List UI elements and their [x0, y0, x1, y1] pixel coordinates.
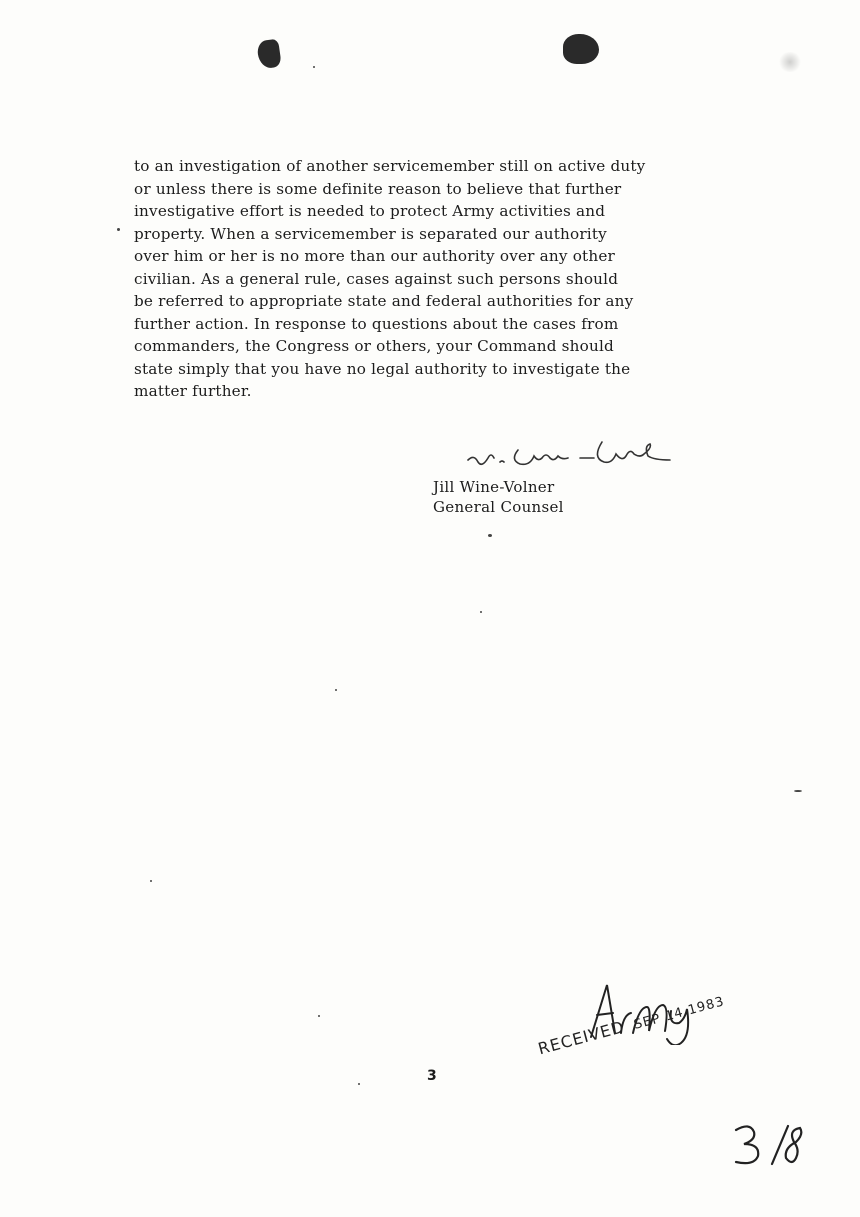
body-line: over him or her is no more than our authority over any other — [134, 247, 615, 265]
scan-speck — [313, 66, 315, 68]
page-number: 3 — [427, 1068, 437, 1084]
punch-hole-left — [256, 39, 282, 70]
body-line: civilian. As a general rule, cases against such persons should — [134, 269, 619, 288]
scan-speck — [150, 880, 152, 882]
body-line: investigative effort is needed to protect Army activities and — [134, 202, 606, 220]
handwritten-page-count — [730, 1120, 820, 1170]
scan-speck — [318, 1015, 320, 1017]
scan-speck — [117, 228, 120, 231]
stamp-date: SEP 14 1983 — [632, 994, 727, 1033]
punch-hole-center — [563, 34, 599, 64]
body-line: further action. In response to questions about the cases from — [134, 314, 619, 333]
scan-speck — [335, 689, 337, 691]
body-line: be referred to appropriate state and federal authorities for any — [134, 292, 634, 310]
body-line: state simply that you have no legal authority to investigate the — [134, 359, 631, 378]
scan-speck — [488, 534, 492, 537]
letter-body — [134, 155, 774, 403]
signer-title: General Counsel — [433, 498, 564, 516]
body-line: to an investigation of another servicemember still on active duty — [134, 157, 646, 175]
scan-speck — [480, 611, 482, 613]
body-line: matter further. — [134, 382, 252, 400]
body-line: commanders, the Congress or others, your Command should — [134, 337, 614, 355]
body-line: property. When a servicemember is separated our authority — [134, 224, 607, 243]
scan-speck — [794, 790, 802, 792]
scan-smudge — [778, 52, 802, 72]
body-line: or unless there is some definite reason to believe that further — [134, 179, 622, 198]
scan-speck — [358, 1083, 360, 1085]
signer-name: Jill Wine-Volner — [433, 478, 555, 496]
stamp-label: RECEIVED — [536, 1017, 627, 1059]
handwritten-signature — [460, 432, 760, 482]
